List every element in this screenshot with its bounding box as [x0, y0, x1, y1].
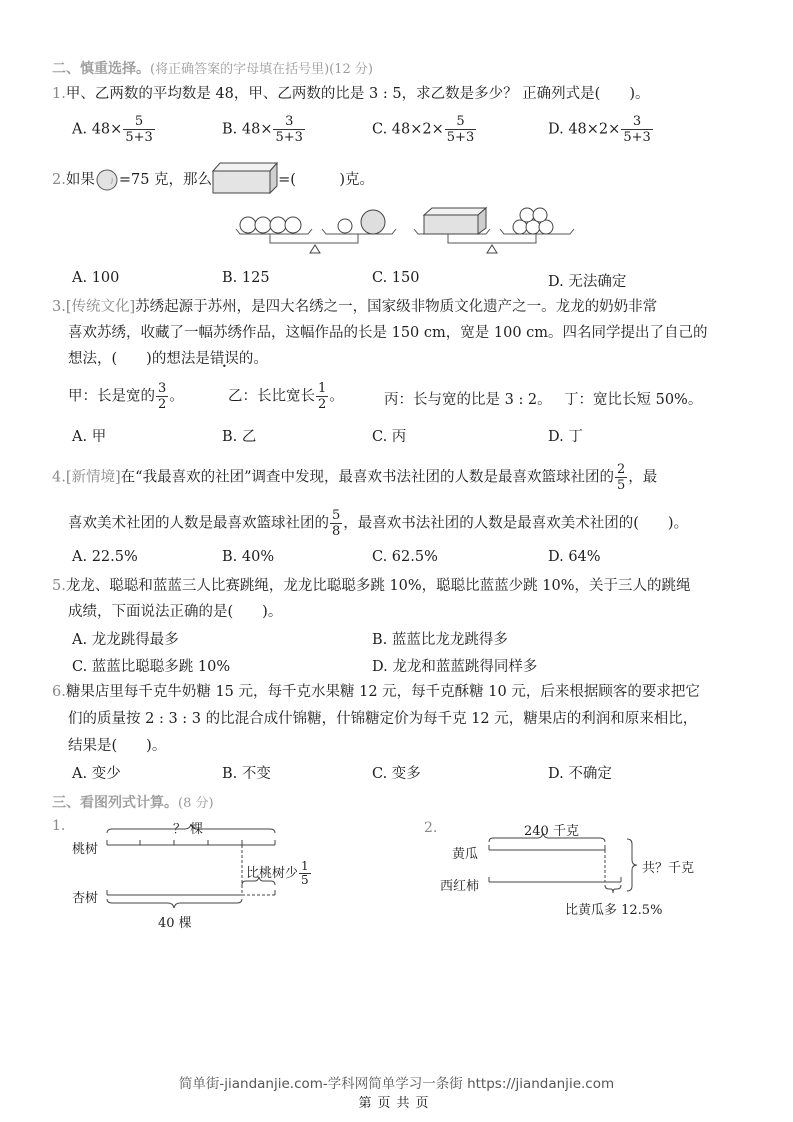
- statement-text: 乙：长比宽长: [228, 388, 315, 405]
- question-2: [52, 166, 374, 194]
- numerator: 5: [134, 114, 144, 129]
- footer-watermark: 简单街-jiandanjie.com-学科网简单学习一条街 https://jiandanjie.com: [178, 1076, 615, 1092]
- question-text: 苏绣起源于苏州，是四大名绣之一，国家级非物质文化遗产之一。龙龙的奶奶非常: [135, 299, 658, 315]
- option-label: C.: [372, 121, 388, 138]
- ball-icon: [95, 169, 119, 191]
- denominator: 8: [332, 524, 341, 539]
- diagram-2-top-label: 240 千克: [524, 824, 579, 839]
- q4-option-a[interactable]: A. 22.5%: [72, 549, 138, 565]
- q3-option-b[interactable]: B. 乙: [222, 429, 257, 445]
- q3-statement-jia: [68, 381, 184, 412]
- option-expression: 48×: [91, 121, 123, 138]
- q1-option-c[interactable]: [372, 114, 477, 145]
- question-text: ，最: [628, 469, 658, 486]
- question-text: 的。: [238, 351, 268, 367]
- section-3-heading: [52, 792, 214, 812]
- question-tag: [新情境]: [65, 469, 121, 486]
- numerator: 1: [318, 381, 327, 396]
- diagram-2-row-tomato: 西红柿: [440, 879, 480, 894]
- question-number: 3.: [52, 299, 66, 315]
- section-3-note: (8 分): [178, 796, 214, 811]
- denominator: 5+3: [125, 130, 153, 145]
- question-number: 2.: [52, 172, 66, 188]
- fraction: [621, 114, 652, 145]
- question-text: 糖果店里每千克牛奶糖 15 元，每千克水果糖 12 元，每千克酥糖 10 元，后来根据顾客的要求把它: [65, 684, 700, 700]
- question-text: 喜欢美术社团的人数是最喜欢篮球社团的: [68, 515, 329, 532]
- question-number: 1.: [52, 86, 66, 102]
- question-number: 6.: [52, 684, 66, 700]
- diagram-1-row-apricot: 杏树: [72, 891, 99, 906]
- statement-text: 甲：长是宽的: [68, 388, 155, 405]
- q1-option-a[interactable]: [72, 114, 156, 145]
- option-label: D.: [548, 121, 564, 138]
- question-text: 甲、乙两数的平均数是 48，甲、乙两数的比是 3 : 5，求乙数是多少？ 正确列式是( )。: [65, 86, 650, 102]
- question-6-line-2: 们的质量按 2 : 3 : 3 的比混合成什锦糖，什锦糖定价为每千克 12 元，糖果店的利润和原来相比，: [68, 711, 698, 727]
- question-number: 4.: [52, 469, 66, 486]
- box-icon: [212, 162, 278, 194]
- q4-option-c[interactable]: C. 62.5%: [372, 549, 438, 565]
- section-3-title: 三、看图列式计算。: [52, 795, 178, 811]
- question-text-part1: 如果: [65, 172, 95, 188]
- fraction: [123, 114, 154, 145]
- q3-statement-yi: [228, 381, 344, 412]
- numerator: 1: [301, 859, 309, 873]
- q5-option-d[interactable]: D. 龙龙和蓝蓝跳得同样多: [372, 659, 538, 675]
- question-text: 龙龙、聪聪和蓝蓝三人比赛跳绳，龙龙比聪聪多跳 10%，聪聪比蓝蓝少跳 10%，关于三人的跳绳: [65, 578, 691, 594]
- q4-option-b[interactable]: B. 40%: [222, 549, 275, 565]
- q3-option-d[interactable]: D. 丁: [548, 429, 583, 445]
- section-2-title: 二、慎重选择。: [52, 61, 150, 77]
- q1-option-b[interactable]: [222, 114, 306, 145]
- q2-option-a[interactable]: A. 100: [72, 270, 120, 286]
- q3-option-a[interactable]: A. 甲: [72, 429, 107, 445]
- denominator: 2: [158, 397, 167, 412]
- diagram-2-bottom-label: 比黄瓜多 12.5%: [565, 903, 663, 918]
- emphasis-text: 错误: [209, 351, 239, 367]
- question-4-line-2: [68, 508, 688, 539]
- q4-option-d[interactable]: D. 64%: [548, 549, 601, 565]
- q5-option-a[interactable]: A. 龙龙跳得最多: [72, 632, 179, 648]
- q3-statement-bing: 丙：长与宽的比是 3 : 2。: [384, 392, 552, 408]
- numerator: 5: [456, 114, 465, 129]
- diagram-1-row-peach: 桃树: [72, 842, 99, 857]
- difference-brace: [605, 885, 621, 893]
- fraction: [273, 114, 304, 145]
- q3-statement-ding: 丁：宽比长短 50%。: [564, 392, 703, 408]
- question-text-part2: =75 克，那么: [118, 172, 213, 188]
- numerator: 3: [632, 114, 642, 129]
- q3-option-c[interactable]: C. 丙: [372, 429, 407, 445]
- question-3-line-3: [68, 349, 268, 369]
- diagram-2-cucumber-tomato: [480, 830, 640, 900]
- question-tag: [传统文化]: [65, 299, 136, 315]
- footer-page-number: 第页共页: [358, 1096, 435, 1111]
- option-label: B.: [222, 121, 238, 138]
- denominator: 5: [301, 873, 309, 887]
- denominator: 5+3: [623, 130, 651, 145]
- numerator: 2: [617, 462, 626, 477]
- total-brace: [625, 838, 641, 892]
- fraction: [445, 114, 476, 145]
- q2-option-b[interactable]: B. 125: [222, 270, 270, 286]
- question-text-part3: =( )克。: [278, 172, 375, 188]
- option-expression: 48×: [241, 121, 273, 138]
- diagram-2-total-label: 共？千克: [642, 861, 695, 876]
- side-label-text: 比桃树少: [246, 866, 299, 881]
- question-1: [52, 84, 650, 104]
- question-text: 在“我最喜欢的社团”调查中发现，最喜欢书法社团的人数是最喜欢篮球社团的: [120, 469, 614, 486]
- section-2-heading: [52, 58, 373, 78]
- question-text: ，最喜欢书法社团的人数是最喜欢美术社团的( )。: [343, 515, 689, 532]
- question-number: 5.: [52, 578, 66, 594]
- balance-scale-2: [414, 208, 574, 253]
- q5-option-c[interactable]: C. 蓝蓝比聪聪多跳 10%: [72, 659, 231, 675]
- question-3-line-2: 喜欢苏绣，收藏了一幅苏绣作品，这幅作品的长是 150 cm，宽是 100 cm。四名同学提出了自己的: [68, 325, 708, 341]
- denominator: 5+3: [275, 130, 303, 145]
- balance-scale-1: [236, 210, 396, 253]
- numerator: 3: [158, 381, 167, 396]
- q6-option-b[interactable]: B. 不变: [222, 766, 271, 782]
- question-4-line-1: [52, 462, 657, 493]
- question-6-line-1: [52, 682, 700, 702]
- question-5-line-1: [52, 576, 691, 596]
- balance-scales-illustration: [230, 200, 600, 260]
- q5-option-b[interactable]: B. 蓝蓝比龙龙跳得多: [372, 632, 508, 648]
- q2-option-d[interactable]: D. 无法确定: [548, 274, 627, 290]
- fraction: [615, 462, 627, 493]
- q2-option-c[interactable]: C. 150: [372, 270, 420, 286]
- option-expression: 48×2×: [568, 121, 621, 138]
- option-label: A.: [72, 121, 88, 138]
- section-2-note: (将正确答案的字母填在括号里)(12 分): [150, 62, 373, 77]
- diagram-2-row-cucumber: 黄瓜: [452, 847, 479, 862]
- diagram-1-bottom-label: 40 棵: [158, 916, 192, 931]
- statement-suffix: 。: [169, 388, 184, 405]
- denominator: 5: [617, 478, 626, 493]
- diagram-1-side-label: [246, 860, 312, 887]
- statement-suffix: 。: [329, 388, 344, 405]
- option-expression: 48×2×: [391, 121, 444, 138]
- q6-option-c[interactable]: C. 变多: [372, 766, 421, 782]
- fraction: [156, 381, 168, 412]
- bottom-brace: [107, 899, 242, 908]
- diagram-1-top-label: ？ 棵: [173, 822, 204, 837]
- denominator: 2: [318, 397, 327, 412]
- q1-option-d[interactable]: [548, 114, 654, 145]
- fraction: [330, 508, 342, 539]
- question-text: 想法，( )的想法是: [68, 351, 210, 367]
- fraction: [299, 860, 311, 887]
- question-5-line-2: 成绩，下面说法正确的是( )。: [68, 604, 283, 620]
- question-3-line-1: [52, 297, 657, 317]
- diagram-1-number: 1.: [52, 818, 66, 834]
- denominator: 5+3: [446, 130, 475, 145]
- fraction: [316, 381, 328, 412]
- question-6-line-3: 结果是( )。: [68, 738, 167, 754]
- diagram-2-number: 2.: [424, 820, 438, 836]
- q6-option-a[interactable]: A. 变少: [72, 766, 121, 782]
- q6-option-d[interactable]: D. 不确定: [548, 766, 612, 782]
- numerator: 3: [285, 114, 294, 129]
- numerator: 5: [332, 508, 341, 523]
